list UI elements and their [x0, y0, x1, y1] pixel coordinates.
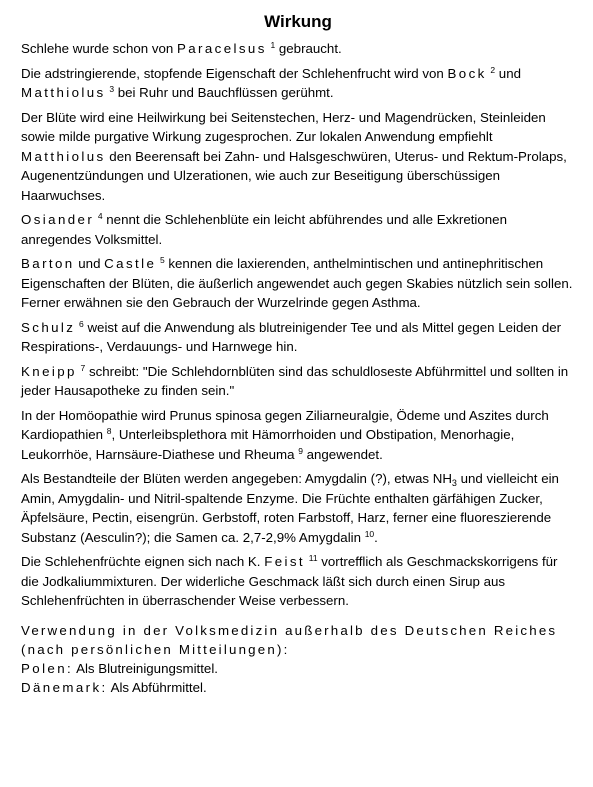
author-name: Paracelsus [176, 41, 267, 56]
text-run: den Beerensaft bei Zahn- und Halsgeschwüren, Uterus- und Rektum-Prolaps, Augenentzündungen und Ulzerationen, wie auch zur Beseitigung überschüssigen Haarwuchses. [21, 148, 567, 203]
paragraph-barton-castle [21, 254, 575, 313]
author-name: Schulz [21, 319, 76, 335]
author-name: Castle [104, 256, 157, 271]
text-run: und [74, 256, 105, 271]
country-text: Als Abführmittel. [107, 680, 207, 695]
paragraph-paracelsus [21, 39, 575, 59]
text-run: angewendet. [302, 446, 383, 462]
text-run: Schlehe wurde schon von [21, 41, 177, 56]
text-run: . [374, 529, 378, 545]
text-run: , Unterleibsplethora mit Hämorrhoiden und Obstipation, Menorhagie, Leukorrhöe, Harnsäure-Diathese und Rheuma [21, 427, 515, 462]
text-run: weist auf die Anwendung als blutreinigender Tee und als Mittel gegen Leiden der Respirations-, Verdauungs- und Harnwege hin. [21, 319, 562, 354]
text-run: In der Homöopathie wird Prunus spinosa gegen Ziliarneuralgie, Ödeme und Aszites durch Kardiopathien [21, 407, 549, 442]
paragraph-bestandteile [21, 469, 575, 547]
author-name: Matthiolus [21, 148, 106, 164]
footnote-marker: 7 [80, 362, 86, 373]
paragraph-kneipp [21, 362, 575, 401]
paragraph-bock-matthiolus [21, 64, 575, 103]
footnote-marker: 9 [298, 445, 303, 456]
text-run: Der Blüte wird eine Heilwirkung bei Seitenstechen, Herz- und Magendrücken, Steinleiden sowie milde purgative Wirkung zugesprochen. Zur lokalen Anwendung empfiehlt [21, 109, 546, 144]
paragraph-schulz [21, 318, 575, 357]
footnote-marker: 2 [490, 64, 496, 75]
footnote-marker: 11 [308, 553, 318, 563]
paragraph-homoeopathie [21, 406, 575, 465]
paragraph-bluete-wirkung [21, 108, 575, 206]
text-run: gebraucht. [275, 41, 342, 56]
footnote-marker: 5 [159, 255, 165, 265]
author-name: Osiander [21, 212, 95, 227]
text-run: Die Schlehenfrüchte eignen sich nach K. [21, 554, 265, 569]
footnote-marker: 4 [97, 211, 103, 221]
country-entry-daenemark [21, 678, 575, 698]
page-title: Wirkung [264, 12, 332, 31]
text-run: vortrefflich als Geschmackskorrigens für die Jodkaliummixturen. Der widerliche Geschmack läßt sich durch einen Sirup aus Schlehenfrüchten in überraschender Weise verbessern. [21, 554, 558, 608]
country-entry-polen [21, 659, 575, 679]
text-run: Die adstringierende, stopfende Eigenschaft der Schlehenfrucht wird von [21, 65, 448, 81]
paragraph-feist [21, 552, 575, 611]
text-run: bei Ruhr und Bauchflüssen gerühmt. [114, 85, 334, 100]
text-run: schreibt: "Die Schlehdornblüten sind das schuldloseste Abführmittel und sollten in jeder Hausapotheke zu finden sein." [21, 363, 569, 398]
author-name: Feist [264, 554, 306, 569]
author-name: Bock [447, 65, 487, 81]
text-run: und vielleicht ein Amin, Amygdalin- und Nitril-spaltende Enzyme. Die Früchte enthalten gärfähigen Zucker, Äpfelsäure, Pectin, eisengrün. Gerbstoff, roten Farbstoff, Harz, ferner eine fluoreszierende Substanz (Aesculin?); die Samen ca. 2,7-2,9% Amygdalin [21, 471, 559, 545]
footnote-marker: 6 [79, 318, 84, 329]
section-heading-volksmedizin: Verwendung in der Volksmedizin außerhalb des Deutschen Reiches (nach persönlichen Mitteilungen): [21, 622, 558, 657]
text-run: Als Bestandteile der Blüten werden angegeben: Amygdalin (?), etwas NH [21, 471, 452, 486]
footnote-marker: 10 [364, 528, 375, 539]
country-name: Dänemark: [21, 680, 108, 695]
footnote-marker: 3 [109, 84, 115, 94]
text-run: kennen die laxierenden, anthelmintischen und antinephritischen Eigenschaften der Blüten, die äußerlich angewendet auch gegen Skabies nützlich sein sollen. Ferner erwähnen sie den Gebrauch der Wurzelrinde gegen Asthma. [21, 256, 573, 310]
text-run: und [495, 65, 521, 81]
text-run: nennt die Schlehenblüte ein leicht abführendes und alle Exkretionen anregendes Volksmittel. [21, 212, 507, 247]
author-name: Barton [21, 256, 75, 271]
author-name: Matthiolus [21, 85, 106, 100]
paragraph-osiander [21, 210, 575, 249]
country-text: Als Blutreinigungsmittel. [73, 660, 218, 676]
author-name: Kneipp [21, 363, 77, 379]
country-name: Polen: [21, 660, 74, 676]
footnote-marker: 8 [106, 426, 112, 436]
footnote-marker: 1 [270, 40, 276, 50]
subscript: 3 [451, 478, 457, 488]
